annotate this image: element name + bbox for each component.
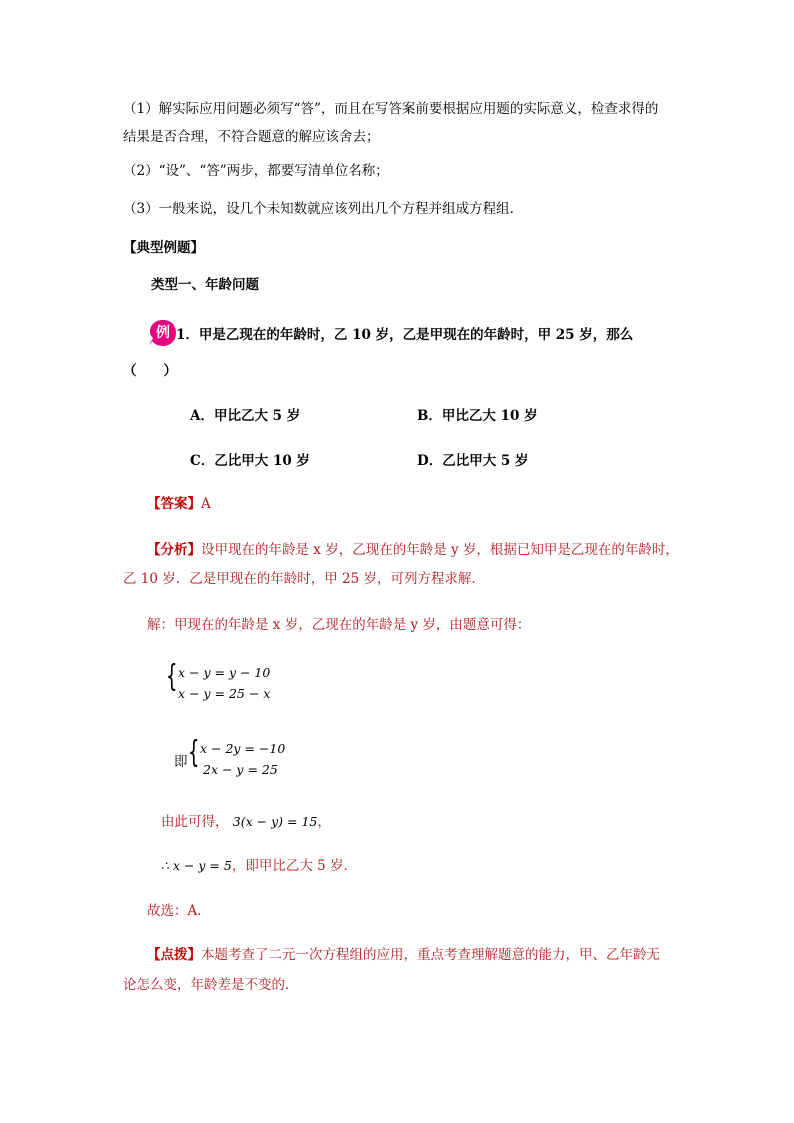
option-c: C．乙比甲大 10 岁: [190, 453, 310, 469]
derive-prefix: 由此可得，: [161, 814, 229, 830]
system-2-eq-1: x − 2y = −10: [200, 741, 286, 756]
system-1-brace: {: [166, 659, 178, 694]
system-1-eq-2: x − y = 25 − x: [178, 686, 271, 701]
note-1-line-1: （1）解实际应用问题必须写“答”，而且在写答案前要根据应用题的实际意义，检查求得的: [123, 101, 659, 117]
therefore-text: ，即甲比乙大 5 岁．: [231, 858, 358, 874]
choose-line: 故选：A．: [147, 903, 211, 919]
ji-label: 即: [174, 754, 188, 770]
note-3: （3）一般来说，设几个未知数就应该列出几个方程并组成方程组.: [123, 201, 514, 217]
system-2-brace: {: [188, 735, 200, 770]
type-heading: 类型一、年龄问题: [151, 277, 259, 293]
analysis-line-2: 乙 10 岁．乙是甲现在的年龄时，甲 25 岁，可列方程求解．: [123, 571, 486, 587]
solution-intro: 解：甲现在的年龄是 x 岁，乙现在的年龄是 y 岁，由题意可得：: [147, 617, 531, 633]
question-line-2: （ ）: [123, 363, 177, 379]
answer-value: A: [201, 496, 211, 512]
tip-line-1: [147, 945, 660, 965]
system-2-eq-2: 2x − y = 25: [203, 762, 278, 777]
derive-row: [161, 812, 331, 832]
note-1-line-2: 结果是否合理，不符合题意的解应该舍去；: [123, 129, 380, 145]
tip-text-1: 本题考查了二元一次方程组的应用，重点考查理解题意的能力，甲、乙年龄无: [201, 947, 660, 963]
system-1-eq-1: x − y = y − 10: [178, 665, 271, 680]
answer-label: 【答案】: [147, 496, 201, 512]
tip-line-2: 论怎么变，年龄差是不变的．: [123, 977, 299, 993]
analysis-text-1: 设甲现在的年龄是 x 岁，乙现在的年龄是 y 岁，根据已知甲是乙现在的年龄时，: [201, 542, 679, 558]
example-badge-label: 例: [156, 325, 170, 341]
analysis-label: 【分析】: [147, 542, 201, 558]
note-2: （2）“设”、“答”两步，都要写清单位名称；: [123, 163, 389, 179]
option-d: D．乙比甲大 5 岁: [417, 453, 529, 469]
derive-math: 3(x − y) = 15: [232, 814, 318, 829]
analysis-line-1: [147, 540, 679, 560]
tip-label: 【点拨】: [147, 947, 201, 963]
answer-row: [147, 494, 211, 514]
example-badge-icon: [148, 318, 178, 348]
therefore-math: ∴ x − y = 5: [161, 858, 232, 873]
option-a: A．甲比乙大 5 岁: [190, 408, 301, 424]
option-b: B．甲比乙大 10 岁: [417, 408, 538, 424]
derive-suffix: ，: [317, 814, 331, 830]
therefore-row: [161, 856, 357, 876]
question-line-1: 1．甲是乙现在的年龄时，乙 10 岁，乙是甲现在的年龄时，甲 25 岁，那么: [176, 327, 634, 343]
section-heading: 【典型例题】: [123, 240, 204, 256]
